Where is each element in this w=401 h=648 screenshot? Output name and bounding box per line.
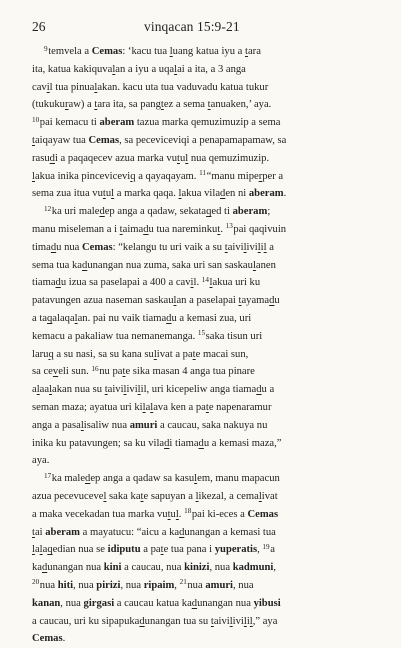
bold-name: Cemas <box>247 508 279 520</box>
underlined-letter: d <box>82 259 88 271</box>
text-line <box>32 114 374 132</box>
underlined-letter: t <box>238 295 242 307</box>
text-run: pai ki-eces a <box>191 508 248 520</box>
bold-name: Cemas <box>88 134 120 146</box>
underlined-letter: t <box>140 490 144 502</box>
underlined-letter: t <box>192 348 196 360</box>
underlined-letter: d <box>99 206 105 218</box>
underlined-letter: d <box>256 384 262 396</box>
underlined-letter: t <box>177 152 180 164</box>
underlined-letter: l <box>178 188 182 200</box>
running-head: vinqacan 15:9-21 <box>144 19 240 34</box>
text-run: akua inika pincevicevi <box>34 170 131 182</box>
text-run: an a paselapai <box>176 295 239 307</box>
text-line <box>32 452 374 470</box>
text-run: a caucau, nua <box>121 562 185 574</box>
text-run: ivi <box>232 615 244 627</box>
text-run: unangan a kemasi tua <box>184 526 276 538</box>
underlined-letter: l <box>173 295 177 307</box>
underlined-letter: d <box>42 562 48 574</box>
text-run: a caucau, saka nakuya nu <box>157 419 268 431</box>
text-line <box>32 239 374 257</box>
underlined-letter: d <box>143 223 149 235</box>
text-run: a <box>34 544 40 556</box>
text-run: e napenaramur <box>208 401 272 413</box>
underlined-letter: q <box>47 312 53 324</box>
text-run: em, manu mapacun <box>197 473 280 485</box>
underlined-letter: l <box>249 615 253 627</box>
text-run: unangan nua <box>47 562 104 574</box>
underlined-letter: d <box>139 615 145 627</box>
verse-number: 18 <box>184 507 192 516</box>
verse-number: 13 <box>225 222 233 231</box>
text-run: akan nua su <box>52 384 105 396</box>
underlined-letter: l <box>39 544 43 556</box>
underlined-letter: l <box>258 490 262 502</box>
text-run: ara <box>247 46 261 57</box>
bold-name: pirizi <box>96 579 121 591</box>
text-run: laru <box>32 348 49 360</box>
text-run: uang katua iyu a <box>172 46 246 57</box>
text-line <box>32 399 374 417</box>
underlined-letter: d <box>55 277 61 289</box>
bold-name: ripaim <box>143 579 175 591</box>
text-run: edian nua se <box>52 544 108 556</box>
text-run: i <box>246 615 250 627</box>
text-run: akua vila <box>181 188 221 200</box>
text-run: eli sun. <box>58 366 92 378</box>
underlined-letter: t <box>119 223 123 235</box>
underlined-letter: l <box>174 63 178 75</box>
verse-number: 11 <box>199 169 207 178</box>
underlined-letter: v <box>52 366 59 378</box>
text-run: a caucau, uri ku sipapuka <box>32 615 140 627</box>
underlined-letter: t <box>210 615 214 627</box>
text-run: anga a pasa <box>32 419 81 431</box>
text-run: u a <box>261 384 275 396</box>
text-run: u <box>105 188 112 200</box>
text-run: ep anga a qadaw sa kasu <box>90 473 195 485</box>
text-run: aivi <box>213 615 230 627</box>
underlined-letter: l <box>137 384 141 396</box>
text-run: ka <box>32 562 42 574</box>
underlined-letter: l <box>32 170 35 182</box>
verse-number: 14 <box>201 275 209 284</box>
underlined-letter: l <box>103 490 107 502</box>
text-run: , sa peceviceviqi a penapamapamaw, sa <box>119 134 287 146</box>
underlined-letter: l <box>153 348 157 360</box>
text-run: nu pa <box>99 366 123 378</box>
underlined-letter: l <box>185 152 189 164</box>
text-run: u <box>274 295 280 307</box>
text-line <box>32 559 374 577</box>
text-run: en ni <box>225 188 249 200</box>
bold-name: aberam <box>248 188 284 200</box>
text-line <box>32 488 374 506</box>
underlined-letter: d <box>50 241 57 253</box>
underlined-letter: d <box>198 437 204 449</box>
text-line <box>32 541 374 559</box>
underlined-letter: i <box>190 277 194 289</box>
text-line <box>32 150 374 168</box>
verse-number: 21 <box>179 578 187 587</box>
underlined-letter: d <box>179 526 185 538</box>
text-line <box>32 435 374 453</box>
underlined-letter: q <box>130 170 136 182</box>
underlined-letter: l <box>36 384 40 396</box>
text-run: a <box>270 544 275 556</box>
text-run: u a kemasi maza,” <box>203 437 282 449</box>
verse-number: 17 <box>44 471 52 480</box>
text-run: i tiama <box>169 437 199 449</box>
text-line <box>32 506 374 524</box>
text-run: kemacu a pakaliaw tua nemanemanga. <box>32 330 198 342</box>
text-run: , <box>273 562 276 574</box>
text-run: e macai sun, <box>195 348 249 360</box>
bold-name: aberam <box>99 117 135 129</box>
text-run: . <box>178 508 185 520</box>
text-run: , <box>174 579 180 591</box>
text-run: ed ti <box>211 206 233 218</box>
text-run: seman maza; ayatua uri ki <box>32 401 143 413</box>
text-line <box>32 328 374 346</box>
text-run: unangan nua <box>197 597 254 609</box>
underlined-letter: l <box>111 188 115 200</box>
underlined-letter: l <box>263 241 267 253</box>
bold-name: idiputu <box>107 544 141 556</box>
text-run: ez a sema <box>163 99 208 111</box>
underlined-letter: d <box>166 312 172 324</box>
underlined-letter: t <box>207 99 211 111</box>
bold-name: yibusi <box>253 597 281 609</box>
underlined-letter: r <box>64 99 69 111</box>
text-run: a <box>145 401 151 413</box>
bold-name: Cemas <box>91 46 123 57</box>
text-run: akua uri ku <box>212 277 261 289</box>
bold-name: yuperatis <box>214 544 258 556</box>
underlined-letter: t <box>205 401 209 413</box>
text-line <box>32 470 374 488</box>
verse-number: 9 <box>44 44 48 53</box>
underlined-letter: d <box>49 152 55 164</box>
underlined-letter: t <box>102 188 106 200</box>
text-run: nua <box>39 579 58 591</box>
underlined-letter: t <box>94 99 98 111</box>
text-run: tiama <box>32 277 56 289</box>
text-run: aa <box>39 384 50 396</box>
body-text <box>32 43 374 648</box>
underlined-letter: l <box>175 508 179 520</box>
bold-name: Cemas <box>32 633 63 645</box>
text-run: inika ku patavungen; sa ku vila <box>32 437 165 449</box>
bold-name: Cemas <box>82 241 113 253</box>
text-run: i <box>260 241 264 253</box>
text-run: unangan nua zuma, saka uri san saskau <box>87 259 253 271</box>
text-run: aya. <box>32 455 50 467</box>
text-run: , nua <box>73 579 97 591</box>
text-run: u <box>170 508 176 520</box>
text-run: u <box>179 152 186 164</box>
text-run: isaliw nua <box>83 419 130 431</box>
underlined-letter: t <box>32 134 35 146</box>
underlined-letter: d <box>85 473 91 485</box>
text-run: an. pai nu vaik tiama <box>77 312 167 324</box>
text-run: a marka qaqa. <box>114 188 179 200</box>
text-run: a ta <box>32 312 47 324</box>
underlined-letter: l <box>243 241 247 253</box>
text-line <box>32 363 374 381</box>
text-run: aiqayaw tua <box>34 134 89 146</box>
underlined-letter: l <box>94 81 98 93</box>
text-run: unangan tua su <box>144 615 211 627</box>
text-run: ita, katua kakiquva <box>32 63 113 75</box>
verse-number: 12 <box>44 204 52 213</box>
bold-name: kinizi <box>184 562 210 574</box>
verse-number: 16 <box>91 364 99 373</box>
text-run: anen <box>255 259 276 271</box>
text-run: (tukuku <box>32 99 65 111</box>
text-run: anuaken,’ aya. <box>210 99 272 111</box>
text-line <box>32 79 374 97</box>
text-line <box>32 257 374 275</box>
text-line <box>32 96 374 114</box>
underlined-letter: i <box>46 81 50 93</box>
underlined-letter: t <box>245 46 248 57</box>
paragraph-verses-9-11 <box>32 43 374 203</box>
text-run: e sapuyan a <box>143 490 196 502</box>
text-run: ivat a pa <box>156 348 193 360</box>
text-run: : “kelangu tu uri vaik a su <box>112 241 225 253</box>
text-line <box>32 613 374 631</box>
underlined-letter: l <box>169 46 173 57</box>
underlined-letter: t <box>32 526 35 538</box>
text-run: sa ce <box>32 366 53 378</box>
underlined-letter: l <box>112 63 116 75</box>
text-run: manu miseleman a i <box>32 223 120 235</box>
text-line <box>32 346 374 364</box>
text-run: aivi <box>107 384 124 396</box>
text-line <box>32 524 374 542</box>
text-line <box>32 417 374 435</box>
underlined-letter: t <box>160 544 164 556</box>
text-run: a maka vecekadan tua marka vu <box>32 508 168 520</box>
text-run: a su nasi, sa su kana su <box>53 348 154 360</box>
text-run: , nua <box>120 579 144 591</box>
text-run: , <box>257 544 263 556</box>
text-run: alaqa <box>52 312 75 324</box>
text-line <box>32 61 374 79</box>
text-run: azua pecevuceve <box>32 490 104 502</box>
text-run: : ‘kacu tua <box>122 46 170 57</box>
text-run: ,” aya <box>252 615 278 627</box>
text-line <box>32 185 374 203</box>
underlined-letter: l <box>243 615 247 627</box>
text-run: ava ken a pa <box>153 401 206 413</box>
text-run: ai a ita, a 3 anga <box>177 63 246 75</box>
text-line <box>32 274 374 292</box>
verse-number: 20 <box>32 578 40 587</box>
text-run: aivi <box>227 241 244 253</box>
text-run: i a paqaqecev azua marka vu <box>54 152 178 164</box>
underlined-letter: l <box>229 615 233 627</box>
page-number: 26 <box>32 19 46 34</box>
underlined-letter: l <box>80 419 84 431</box>
paragraph-verses-12-16 <box>32 203 374 470</box>
text-run: rasu <box>32 152 50 164</box>
underlined-letter: t <box>167 508 171 520</box>
text-run: akan. kacu uta tua vaduvadu katua tukur <box>97 81 269 93</box>
text-run: ka uri male <box>51 206 100 218</box>
underlined-letter: l <box>150 401 154 413</box>
underlined-letter: l <box>252 259 256 271</box>
text-run: a caucau katua ka <box>114 597 192 609</box>
text-run: a <box>266 241 274 253</box>
page-header <box>32 19 374 41</box>
text-run: , nua <box>60 597 84 609</box>
text-run: il, uri kicepeliw anga tiama <box>140 384 257 396</box>
text-run: ikezal, a cema <box>198 490 259 502</box>
text-run: a pa <box>140 544 161 556</box>
text-run: a qayaqayam. <box>135 170 200 182</box>
text-run: u izua sa paselapai a 400 a cav <box>60 277 191 289</box>
bold-name: aberam <box>45 526 80 538</box>
text-run: aima <box>122 223 144 235</box>
bold-name: kanan <box>32 597 61 609</box>
underlined-letter: d <box>269 295 275 307</box>
text-run: u tua nareminku <box>148 223 218 235</box>
text-run: sema tua ka <box>32 259 83 271</box>
text-run: pai qaqivuin <box>233 223 287 235</box>
verse-number: 19 <box>262 542 270 551</box>
underlined-letter: l <box>194 473 198 485</box>
underlined-letter: l <box>257 241 261 253</box>
text-run: tima <box>32 241 51 253</box>
text-run: ai <box>34 526 46 538</box>
text-run: ka male <box>51 473 86 485</box>
text-line <box>32 595 374 613</box>
text-run: e tua pana i <box>163 544 215 556</box>
bold-name: hiti <box>57 579 74 591</box>
text-run: ara ita, sa pang <box>97 99 161 111</box>
text-run: . <box>62 633 66 645</box>
text-run: nua <box>187 579 206 591</box>
underlined-letter: t <box>160 99 164 111</box>
underlined-letter: r <box>258 170 263 182</box>
text-run: ayama <box>241 295 270 307</box>
text-run: u nua <box>56 241 83 253</box>
underlined-letter: d <box>191 597 198 609</box>
verse-number: 10 <box>32 115 40 124</box>
text-line <box>32 221 374 239</box>
text-run: saka ka <box>106 490 141 502</box>
text-run: , nua <box>233 579 254 591</box>
text-run: aw) a <box>68 99 95 111</box>
text-line <box>32 381 374 399</box>
underlined-letter: q <box>47 544 53 556</box>
underlined-letter: d <box>164 437 170 449</box>
text-run: a mayatucu: “aicu a ka <box>79 526 180 538</box>
text-run: “manu mipe <box>206 170 259 182</box>
text-run: u a kemasi zua, uri <box>171 312 252 324</box>
underlined-letter: l <box>142 401 146 413</box>
text-line <box>32 43 374 61</box>
underlined-letter: t <box>122 366 126 378</box>
underlined-letter: t <box>224 241 228 253</box>
text-line <box>32 203 374 221</box>
paragraph-verses-17-21 <box>32 470 374 648</box>
underlined-letter: l <box>74 312 78 324</box>
text-run: ep anga a qadaw, sekata <box>104 206 207 218</box>
text-run: , nua <box>209 562 233 574</box>
text-run: tazua marka qemuzimuzip a sema <box>134 117 281 129</box>
underlined-letter: t <box>104 384 108 396</box>
underlined-letter: q <box>206 206 212 218</box>
underlined-letter: t <box>217 223 221 235</box>
text-run: sema zua itua vu <box>32 188 103 200</box>
text-run: ivat <box>261 490 278 502</box>
text-run: per a <box>262 170 284 182</box>
text-line <box>32 630 374 648</box>
text-run: temvela a <box>48 46 92 57</box>
underlined-letter: l <box>32 544 35 556</box>
bold-name: kini <box>103 562 122 574</box>
bold-name: kadmuni <box>232 562 274 574</box>
bold-name: amuri <box>129 419 158 431</box>
text-run: a <box>32 384 37 396</box>
underlined-letter: l <box>209 277 213 289</box>
text-line <box>32 132 374 150</box>
text-run: an a iyu a uqa <box>115 63 175 75</box>
text-line <box>32 292 374 310</box>
bold-name: girgasi <box>83 597 115 609</box>
text-line <box>32 577 374 595</box>
underlined-letter: d <box>220 188 226 200</box>
text-line <box>32 310 374 328</box>
verse-number: 15 <box>197 329 206 338</box>
text-run: ; <box>267 206 271 218</box>
text-run: a <box>42 544 48 556</box>
bold-name: aberam <box>232 206 268 218</box>
text-run: e sika masan 4 anga tua pinare <box>125 366 255 378</box>
text-run: patavungen azua naseman saskau <box>32 295 174 307</box>
text-run: pai kemacu ti <box>39 117 100 129</box>
text-line <box>32 168 374 186</box>
text-run: ivi <box>126 384 138 396</box>
bold-name: amuri <box>205 579 233 591</box>
underlined-letter: l <box>123 384 127 396</box>
underlined-letter: l <box>49 384 53 396</box>
text-run: l tua pinua <box>49 81 95 93</box>
text-run: cav <box>32 81 47 93</box>
text-run: saka tisun uri <box>205 330 263 342</box>
underlined-letter: l <box>195 490 199 502</box>
underlined-letter: q <box>48 348 54 360</box>
text-run: . <box>220 223 226 235</box>
text-run: l. <box>193 277 202 289</box>
text-run: nua qemuzimuzip. <box>188 152 270 164</box>
text-run: . <box>283 188 287 200</box>
text-run: ivi <box>246 241 258 253</box>
